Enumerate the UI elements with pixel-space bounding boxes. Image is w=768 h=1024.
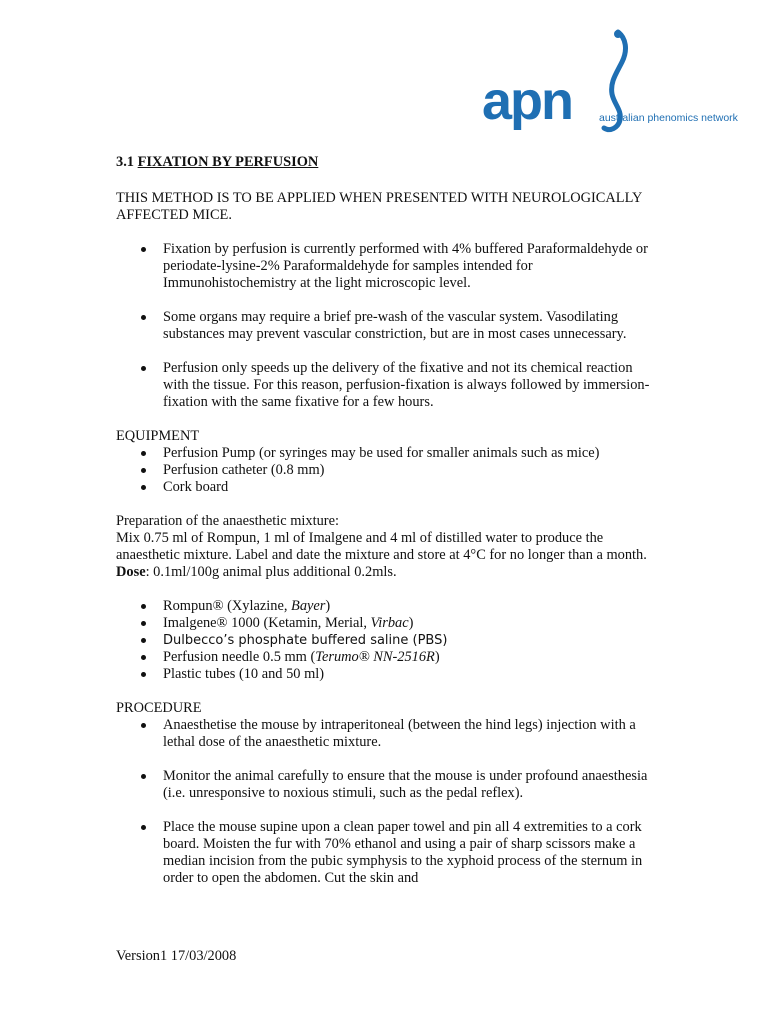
list-item: Perfusion Pump (or syringes may be used for smaller animals such as mice) <box>116 445 656 462</box>
bullet-icon <box>141 366 146 371</box>
procedure-list <box>116 717 656 887</box>
intro-paragraph: THIS METHOD IS TO BE APPLIED WHEN PRESENTED WITH NEUROLOGICALLY AFFECTED MICE. <box>116 190 642 223</box>
section-title <box>116 154 656 171</box>
bullet-icon <box>141 468 146 473</box>
reagents-list <box>116 598 656 683</box>
list-item: Perfusion needle 0.5 mm (Terumo® NN-2516R) <box>116 649 656 666</box>
list-item: Perfusion only speeds up the delivery of the fixative and not its chemical reaction with the tissue. For this reason, perfusion-fixation is always followed by immersion-fixation with the same fixative for a few hours. <box>116 360 656 411</box>
list-item: Place the mouse supine upon a clean paper towel and pin all 4 extremities to a cork board. Moisten the fur with 70% ethanol and using a pair of sharp scissors make a median incision from the pubic symphysis to the xyphoid process of the sternum in order to open the abdomen. Cut the skin and <box>116 819 656 887</box>
bullet-icon <box>141 247 146 252</box>
list-item: Rompun® (Xylazine, Bayer) <box>116 598 656 615</box>
list-item: Fixation by perfusion is currently performed with 4% buffered Paraformaldehyde or periodate-lysine-2% Paraformaldehyde for samples intended for Immunohistochemistry at the light microscopic level. <box>116 241 656 292</box>
list-item: Perfusion catheter (0.8 mm) <box>116 462 656 479</box>
list-item: Cork board <box>116 479 656 496</box>
list-item: Plastic tubes (10 and 50 ml) <box>116 666 656 683</box>
list-item: Dulbecco’s phosphate buffered saline (PBS) <box>116 632 656 649</box>
bullet-icon <box>141 672 146 677</box>
equipment-list <box>116 445 656 496</box>
document-body <box>116 154 656 887</box>
bullet-icon <box>141 451 146 456</box>
bullet-icon <box>141 655 146 660</box>
bullet-icon <box>141 723 146 728</box>
bullet-icon <box>141 621 146 626</box>
apn-subtitle: australian phenomics network <box>599 112 738 124</box>
apn-wordmark: apn <box>482 71 573 131</box>
section-number: 3.1 <box>116 154 134 170</box>
list-item: Anaesthetise the mouse by intraperitoneal (between the hind legs) injection with a lethal dose of the anaesthetic mixture. <box>116 717 656 751</box>
equipment-heading: EQUIPMENT <box>116 428 200 444</box>
bullet-icon <box>141 485 146 490</box>
list-item: Monitor the animal carefully to ensure that the mouse is under profound anaesthesia (i.e. unresponsive to noxious stimuli, such as the pedal reflex). <box>116 768 656 802</box>
section-heading: FIXATION BY PERFUSION <box>137 154 319 170</box>
notes-list <box>116 241 656 411</box>
list-item: Imalgene® 1000 (Ketamin, Merial, Virbac) <box>116 615 656 632</box>
version-footer: Version1 17/03/2008 <box>116 948 237 964</box>
bullet-icon <box>141 638 146 643</box>
mixture-paragraph: Mix 0.75 ml of Rompun, 1 ml of Imalgene and 4 ml of distilled water to produce the anaesthetic mixture. Label and date the mixture and store at 4°C for no longer than a month. Dose: 0.1ml/100g animal plus additional 0.2mls. <box>116 530 647 580</box>
bullet-icon <box>141 604 146 609</box>
bullet-icon <box>141 825 146 830</box>
dose-label: Dose <box>116 564 146 580</box>
mixture-heading: Preparation of the anaesthetic mixture: <box>116 513 339 529</box>
bullet-icon <box>141 774 146 779</box>
bullet-icon <box>141 315 146 320</box>
procedure-heading: PROCEDURE <box>116 700 202 716</box>
list-item: Some organs may require a brief pre-wash of the vascular system. Vasodilating substances may prevent vascular constriction, but are in most cases unnecessary. <box>116 309 656 343</box>
apn-logo <box>482 28 738 148</box>
